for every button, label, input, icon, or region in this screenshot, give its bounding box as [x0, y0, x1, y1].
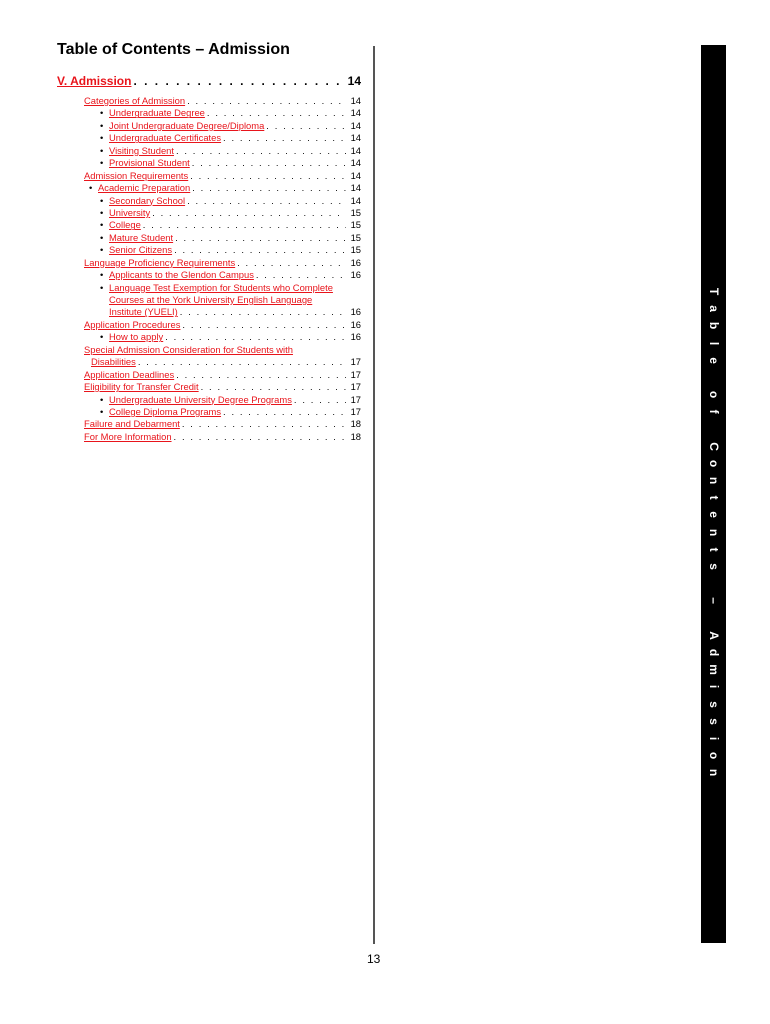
dot-leader [143, 219, 346, 231]
toc-entry[interactable] [57, 145, 361, 157]
toc-entry-link[interactable]: Senior Citizens [109, 244, 173, 256]
toc-entry-page: 16 [350, 318, 361, 330]
toc-entry[interactable] [57, 170, 361, 182]
bullet-icon: • [100, 219, 104, 231]
bullet-icon: • [100, 231, 104, 243]
side-tab-char: T [707, 287, 722, 296]
toc-entry-link[interactable]: Undergraduate Degree [109, 107, 205, 119]
toc-entry[interactable] [57, 331, 361, 343]
toc-entry[interactable] [57, 406, 361, 418]
toc-section-heading[interactable] [57, 74, 361, 91]
toc-entry-link[interactable]: Institute (YUELI) [109, 306, 178, 318]
dot-leader [187, 195, 346, 207]
toc-list [57, 95, 361, 443]
toc-entry-page: 14 [350, 182, 361, 194]
dot-leader [294, 394, 346, 406]
toc-entry-link[interactable]: How to apply [109, 331, 164, 343]
toc-section [57, 74, 361, 443]
page-number: 13 [367, 952, 381, 966]
toc-entry-link[interactable]: University [109, 206, 151, 218]
toc-entry[interactable] [57, 219, 361, 231]
side-tab-char: o [707, 459, 722, 468]
dot-leader [192, 182, 346, 194]
side-tab-char: a [707, 305, 722, 313]
toc-entry-page: 17 [350, 381, 361, 393]
toc-entry-page: 16 [350, 331, 361, 343]
column-divider [373, 46, 375, 944]
toc-entry-page: 17 [350, 368, 361, 380]
toc-entry[interactable] [57, 431, 361, 443]
dot-leader [176, 369, 346, 381]
toc-entry-link[interactable]: Applicants to the Glendon Campus [109, 269, 254, 281]
toc-entry[interactable] [57, 344, 361, 356]
dot-leader [175, 232, 346, 244]
toc-entry-link[interactable]: Mature Student [109, 231, 174, 243]
side-tab-char: i [707, 736, 722, 741]
toc-entry-page: 15 [350, 244, 361, 256]
bullet-icon: • [100, 107, 104, 119]
dot-leader [223, 406, 346, 418]
toc-entry-continuation[interactable] [57, 306, 361, 318]
toc-entry-link[interactable]: Language Proficiency Requirements [84, 256, 236, 268]
dot-leader [138, 356, 346, 368]
toc-entry[interactable] [57, 195, 361, 207]
toc-entry[interactable] [57, 269, 361, 281]
toc-section-page: 14 [347, 74, 361, 88]
side-tab-char: l [707, 341, 722, 345]
toc-entry-link[interactable]: Undergraduate Certificates [109, 132, 222, 144]
side-tab-char: C [707, 441, 722, 451]
bullet-icon: • [100, 281, 104, 293]
toc-entry[interactable] [57, 232, 361, 244]
dot-leader [165, 331, 346, 343]
toc-entry-page: 14 [350, 119, 361, 131]
side-tab-char: n [707, 769, 722, 777]
side-tab-char: o [707, 751, 722, 760]
toc-section-link[interactable]: V. Admission [57, 74, 132, 88]
toc-entry-page: 15 [350, 219, 361, 231]
toc-entry-link[interactable]: Language Test Exemption for Students who Complete [109, 281, 333, 293]
toc-entry-page: 16 [350, 256, 361, 268]
toc-entry[interactable] [57, 257, 361, 269]
toc-entry-link[interactable]: Provisional Student [109, 157, 190, 169]
toc-entry-link[interactable]: Failure and Debarment [84, 418, 180, 430]
toc-entry[interactable] [57, 381, 361, 393]
side-tab-label [701, 283, 726, 781]
side-tab-char [705, 369, 722, 386]
side-tab-char: A [707, 631, 722, 640]
toc-entry-page: 14 [350, 169, 361, 181]
side-tab-char: e [707, 357, 722, 364]
toc-entry-link[interactable]: For More Information [84, 430, 172, 442]
toc-entry[interactable] [57, 107, 361, 119]
toc-entry-link[interactable]: Admission Requirements [84, 169, 189, 181]
toc-entry-page: 17 [350, 393, 361, 405]
toc-entry[interactable] [57, 207, 361, 219]
toc-entry-link[interactable]: Disabilities [91, 356, 136, 368]
bullet-icon: • [100, 157, 104, 169]
dot-leader [266, 120, 346, 132]
toc-entry-page: 16 [350, 269, 361, 281]
side-tab-source [701, 45, 702, 46]
toc-entry[interactable] [57, 319, 361, 331]
dot-leader [237, 257, 346, 269]
toc-entry-page: 18 [350, 430, 361, 442]
side-tab-char [705, 610, 722, 627]
toc-entry-continuation[interactable] [57, 294, 361, 306]
bullet-icon: • [100, 144, 104, 156]
toc-entry-page: 14 [350, 107, 361, 119]
side-tab-char: m [707, 664, 722, 676]
side-tab-char: i [707, 685, 722, 689]
toc-entry[interactable] [57, 282, 361, 294]
toc-entry-link[interactable]: Undergraduate University Degree Programs [109, 393, 292, 405]
toc-entry[interactable] [57, 244, 361, 256]
side-tab-char [705, 421, 722, 438]
side-tab [701, 45, 726, 943]
side-tab-char: t [707, 495, 722, 500]
dot-leader [174, 431, 346, 443]
dot-leader [152, 207, 346, 219]
toc-entry-page: 14 [350, 144, 361, 156]
bullet-icon: • [100, 132, 104, 144]
side-tab-char: o [707, 391, 722, 399]
dot-leader [176, 145, 346, 157]
bullet-icon: • [100, 269, 104, 281]
toc-entry-link[interactable]: College [109, 219, 141, 231]
toc-entry-link[interactable]: Courses at the York University English Language [109, 294, 313, 305]
bullet-icon: • [100, 244, 104, 256]
side-tab-char: d [707, 648, 722, 657]
toc-entry-continuation[interactable] [57, 356, 361, 368]
toc-entry[interactable] [57, 95, 361, 107]
dot-leader [207, 107, 346, 119]
side-tab-char [705, 575, 722, 592]
toc-entry-link[interactable]: Eligibility for Transfer Credit [84, 381, 199, 393]
side-tab-char: s [707, 717, 722, 725]
dot-leader [190, 170, 346, 182]
toc-entry-link[interactable]: Application Deadlines [84, 368, 175, 380]
side-tab-char: s [707, 700, 722, 708]
toc-entry-link[interactable]: Application Procedures [84, 318, 181, 330]
side-tab-char: – [707, 597, 722, 605]
dot-leader [201, 381, 346, 393]
toc-entry-page: 14 [350, 194, 361, 206]
toc-entry-page: 14 [350, 157, 361, 169]
dot-leader [187, 95, 346, 107]
toc-entry-link[interactable]: Secondary School [109, 194, 186, 206]
toc-entry-link[interactable]: Special Admission Consideration for Students with [84, 343, 293, 355]
bullet-icon: • [100, 393, 104, 405]
toc-entry-page: 15 [350, 206, 361, 218]
toc-entry[interactable] [57, 132, 361, 144]
dot-leader [192, 157, 346, 169]
toc-entry[interactable] [57, 394, 361, 406]
bullet-icon: • [100, 119, 104, 131]
toc-entry-link[interactable]: Visiting Student [109, 144, 174, 156]
toc-entry[interactable] [57, 182, 361, 194]
dot-leader [223, 132, 346, 144]
toc-entry-page: 18 [350, 418, 361, 430]
toc-entry[interactable] [57, 157, 361, 169]
side-tab-char: s [707, 563, 722, 570]
side-tab-char: e [707, 511, 722, 519]
toc-entry-link[interactable]: Categories of Admission [84, 95, 186, 106]
toc-entry[interactable] [57, 120, 361, 132]
dot-leader [256, 269, 346, 281]
side-tab-char: t [707, 547, 722, 552]
toc-entry-link[interactable]: College Diploma Programs [109, 405, 222, 417]
toc-entry-page: 15 [350, 231, 361, 243]
page-title: Table of Contents – Admission [57, 41, 290, 58]
toc-entry[interactable] [57, 369, 361, 381]
side-tab-char: b [707, 322, 722, 330]
toc-entry-link[interactable]: Joint Undergraduate Degree/Diploma [109, 119, 265, 131]
bullet-icon: • [100, 206, 104, 218]
bullet-icon: • [89, 182, 93, 194]
toc-entry-link[interactable]: Academic Preparation [98, 182, 191, 194]
toc-entry-page: 14 [350, 95, 361, 106]
toc-entry-page: 17 [350, 405, 361, 417]
side-tab-char: n [707, 528, 722, 536]
dot-leader [182, 418, 346, 430]
bullet-icon: • [100, 405, 104, 417]
toc-entry-page: 14 [350, 132, 361, 144]
toc-entry-page: 16 [350, 306, 361, 318]
dot-leader [133, 74, 344, 88]
toc-entry[interactable] [57, 418, 361, 430]
toc-entry-page: 17 [350, 356, 361, 368]
dot-leader [180, 306, 346, 318]
bullet-icon: • [100, 194, 104, 206]
side-tab-char: f [707, 409, 722, 414]
side-tab-char: n [707, 476, 722, 485]
dot-leader [182, 319, 346, 331]
bullet-icon: • [100, 331, 104, 343]
dot-leader [174, 244, 346, 256]
